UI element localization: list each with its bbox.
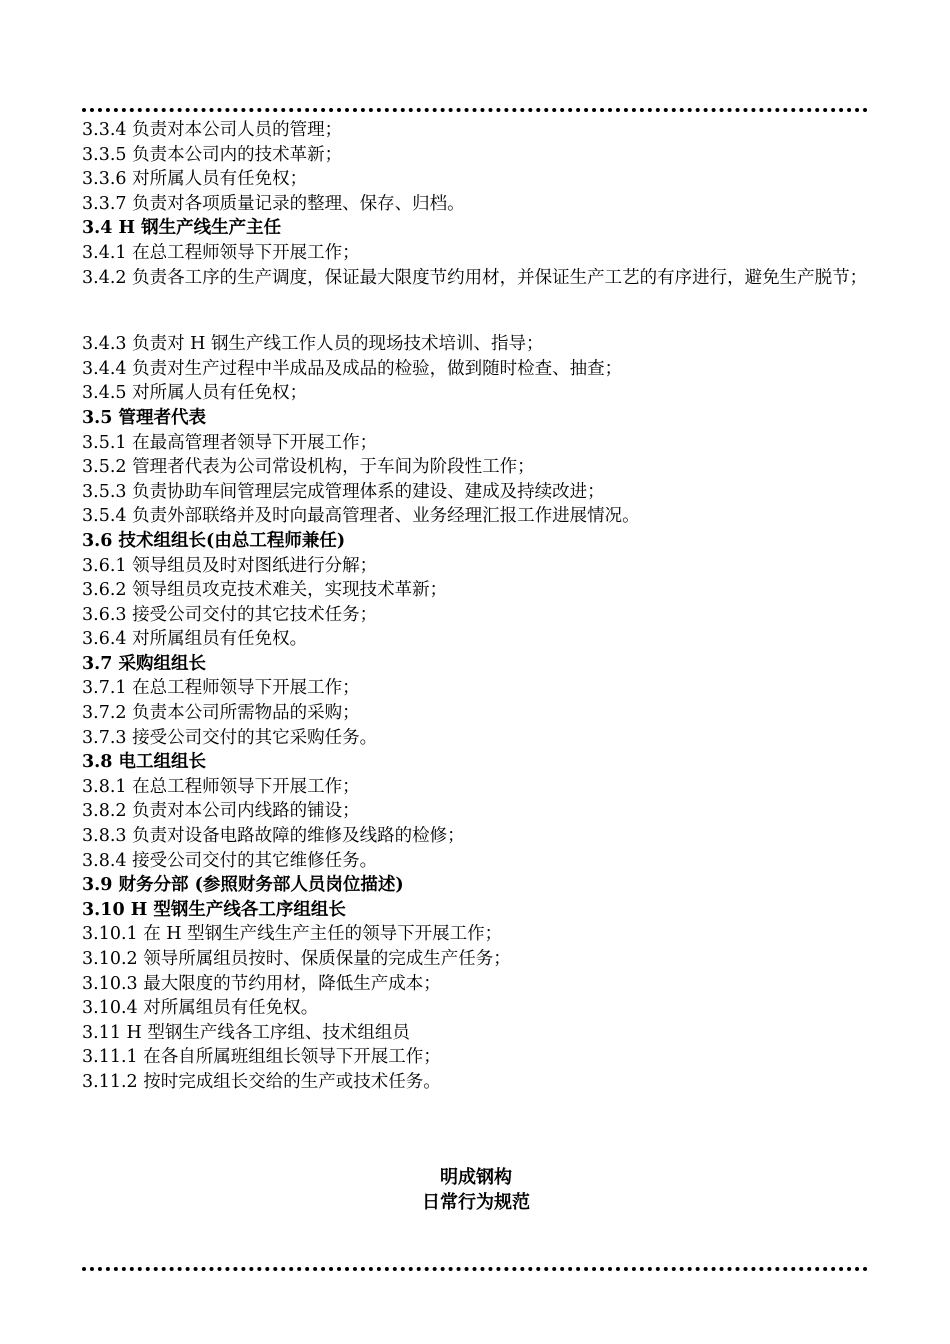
list-item: 3.7.2 负责本公司所需物品的采购；	[82, 703, 360, 724]
list-item: 3.5.1 在最高管理者领导下开展工作；	[82, 432, 378, 453]
list-item: 3.11.1 在各自所属班组组长领导下开展工作；	[82, 1047, 441, 1068]
list-item: 3.3.6 对所属人员有任免权；	[82, 169, 308, 190]
list-item: 3.10.3 最大限度的节约用材，降低生产成本；	[82, 973, 441, 994]
company-name: 明成钢构	[440, 1167, 512, 1188]
list-item: 3.4.4 负责对生产过程中半成品及成品的检验，做到随时检查、抽查；	[82, 358, 623, 379]
list-item: 3.11.2 按时完成组长交给的生产或技术任务。	[82, 1071, 441, 1092]
document-body	[82, 118, 870, 1095]
list-item: 3.7.3 接受公司交付的其它采购任务。	[82, 727, 378, 748]
list-item: 3.6.2 领导组员攻克技术难关，实现技术革新；	[82, 580, 448, 601]
footer-heading	[82, 1165, 870, 1215]
paragraph-gap	[82, 290, 870, 332]
section-title: 3.6 技术组组长(由总工程师兼任)	[82, 530, 346, 551]
list-item: 3.10.2 领导所属组员按时、保质保量的完成生产任务；	[82, 949, 511, 969]
list-item: 3.4.5 对所属人员有任免权；	[82, 383, 308, 404]
top-dotted-rule	[82, 108, 868, 112]
section-title: 3.9 财务分部 (参照财务部人员岗位描述)	[82, 875, 404, 896]
list-item: 3.5.3 负责协助车间管理层完成管理体系的建设、建成及持续改进；	[82, 481, 605, 502]
list-item: 3.6.1 领导组员及时对图纸进行分解；	[82, 555, 378, 576]
list-item: 3.5.4 负责外部联络并及时向最高管理者、业务经理汇报工作进展情况。	[82, 506, 640, 527]
text-block-2	[82, 332, 870, 1094]
section-title: 3.7 采购组组长	[82, 653, 207, 674]
section-title: 3.10 H 型钢生产线各工序组组长	[82, 899, 346, 920]
text-block-1	[82, 118, 870, 266]
list-item: 3.6.4 对所属组员有任免权。	[82, 629, 308, 650]
list-item: 3.3.7 负责对各项质量记录的整理、保存、归档。	[82, 193, 465, 214]
list-item: 3.8.2 负责对本公司内线路的铺设；	[82, 801, 360, 822]
list-item: 3.11 H 型钢生产线各工序组、技术组组员	[82, 1022, 410, 1043]
list-item: 3.8.1 在总工程师领导下开展工作；	[82, 776, 360, 797]
list-item: 3.7.1 在总工程师领导下开展工作；	[82, 678, 360, 699]
paragraph-3-4-2: 3.4.2 负责各工序的生产调度，保证最大限度节约用材，并保证生产工艺的有序进行，避免生产脱节；	[82, 267, 868, 288]
list-item: 3.5.2 管理者代表为公司常设机构，于车间为阶段性工作；	[82, 457, 535, 478]
section-title: 3.8 电工组组长	[82, 752, 207, 773]
list-item: 3.10.1 在 H 型钢生产线生产主任的领导下开展工作；	[82, 924, 503, 945]
list-item: 3.8.4 接受公司交付的其它维修任务。	[82, 850, 378, 871]
section-heading: 日常行为规范	[422, 1192, 530, 1213]
list-item: 3.6.3 接受公司交付的其它技术任务；	[82, 604, 378, 625]
list-item: 3.3.4 负责对本公司人员的管理；	[82, 120, 343, 140]
list-item: 3.8.3 负责对设备电路故障的维修及线路的检修；	[82, 826, 465, 847]
list-item: 3.10.4 对所属组员有任免权。	[82, 998, 319, 1019]
section-title: 3.4 H 钢生产线生产主任	[82, 218, 282, 239]
list-item: 3.4.1 在总工程师领导下开展工作；	[82, 242, 360, 263]
list-item: 3.4.3 负责对 H 钢生产线工作人员的现场技术培训、指导；	[82, 334, 544, 355]
list-item: 3.3.5 负责本公司内的技术革新；	[82, 144, 343, 165]
bottom-dotted-rule	[82, 1267, 868, 1271]
section-title: 3.5 管理者代表	[82, 407, 207, 428]
